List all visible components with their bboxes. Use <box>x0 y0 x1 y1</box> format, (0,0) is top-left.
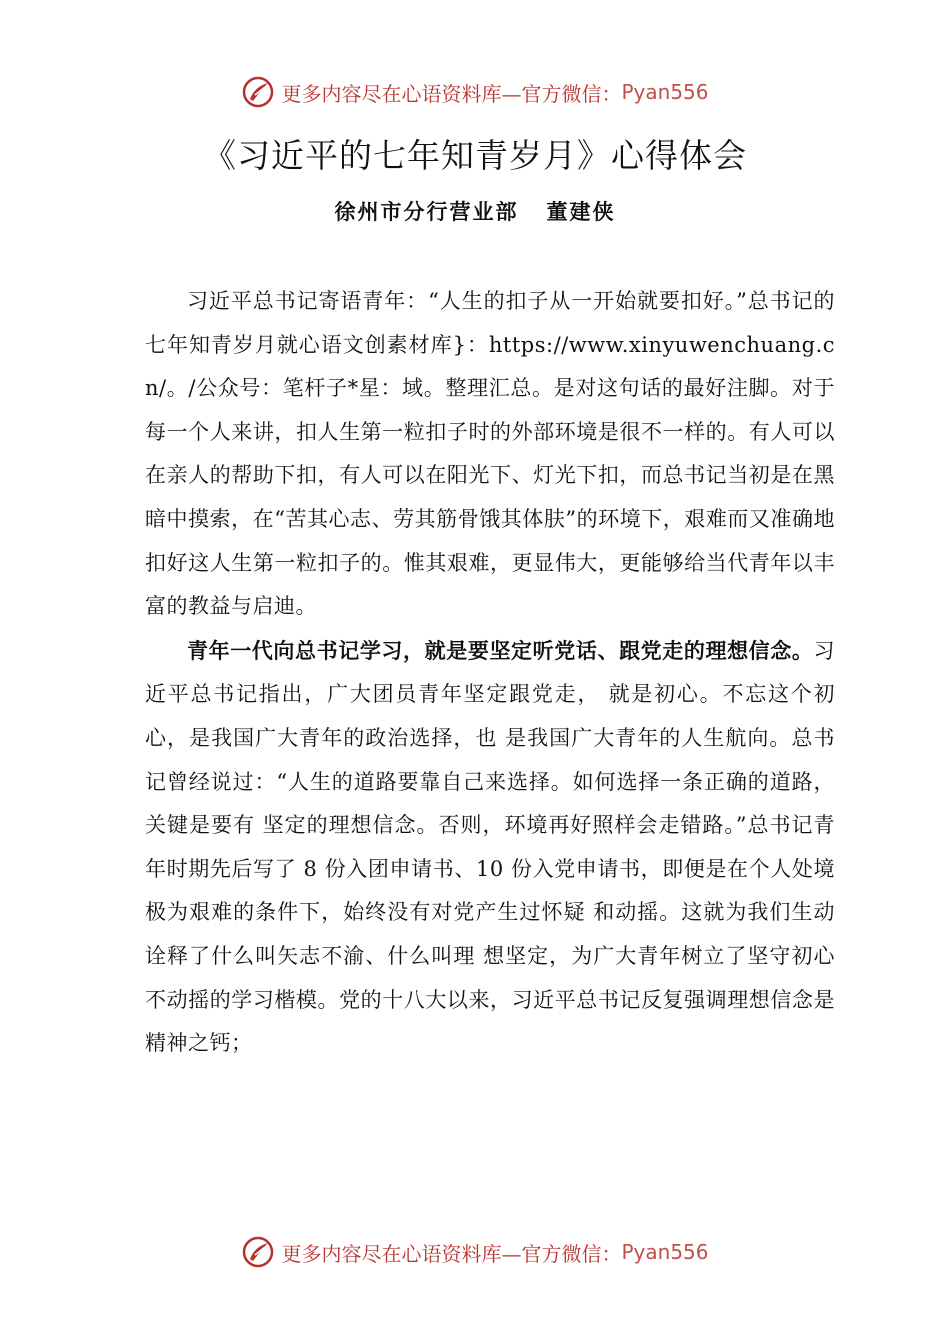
paragraph-2 <box>145 629 835 1066</box>
header-wechat-id: Pyan556 <box>621 80 709 104</box>
footer-banner-text: 更多内容尽在心语资料库—官方微信： <box>281 1241 622 1266</box>
paragraph-2-lead: 青年一代向总书记学习，就是要坚定听党话、跟党走的理想信念。 <box>187 637 814 663</box>
footer-banner <box>0 1232 950 1272</box>
header-banner <box>0 72 950 112</box>
paragraph-1: 习近平总书记寄语青年：“人生的扣子从一开始就要扣好。”总书记的七年知青岁月就心语文创素材库}：https://www.xinyuwenchuang.cn/。/公众号：笔杆子*星：域。整理汇总。是对这句话的最好注脚。对于每一个人来讲，扣人生第一粒扣子时的外部环境是很不一样的。有人可以在亲人的帮助下扣，有人可以在阳光下、灯光下扣，而总书记当初是在黑暗中摸索，在“苦其心志、劳其筋骨饿其体肤”的环境下，艰难而又准确地扣好这人生第一粒扣子的。惟其艰难，更显伟大，更能够给当代青年以丰富的教益与启迪。 <box>145 289 835 619</box>
document-title: 《习近平的七年知青岁月》心得体会 <box>203 136 747 175</box>
paragraph-2-text: 习近平总书记指出，广大团员青年坚定跟党走， 就是初心。不忘这个初心，是我国广大青年的政治选择，也 是我国广大青年的人生航向。总书记曾经说过：“人生的道路要靠自己来选择。如何选择一条正确的道路，关键是要有 坚定的理想信念。否则，环境再好照样会走错路。”总书记青年时期先后写了 8 份入团申请书、10 份入党申请书，即便是在个人处境极为艰难的条件下，始终没有对党产生过怀疑 和动摇。这就为我们生动诠释了什么叫矢志不渝、什么叫理 想坚定，为广大青年树立了坚守初心不动摇的学习楷模。党的十八大以来，习近平总书记反复强调理想信念是精神之钙； <box>145 638 835 1056</box>
library-logo-icon <box>241 75 275 109</box>
document-byline: 徐州市分行营业部 董建侠 <box>334 199 616 224</box>
footer-wechat-id: Pyan556 <box>621 1240 709 1264</box>
header-banner-text: 更多内容尽在心语资料库—官方微信： <box>281 81 622 106</box>
document-body <box>145 280 835 1066</box>
library-logo-icon <box>241 1235 275 1269</box>
